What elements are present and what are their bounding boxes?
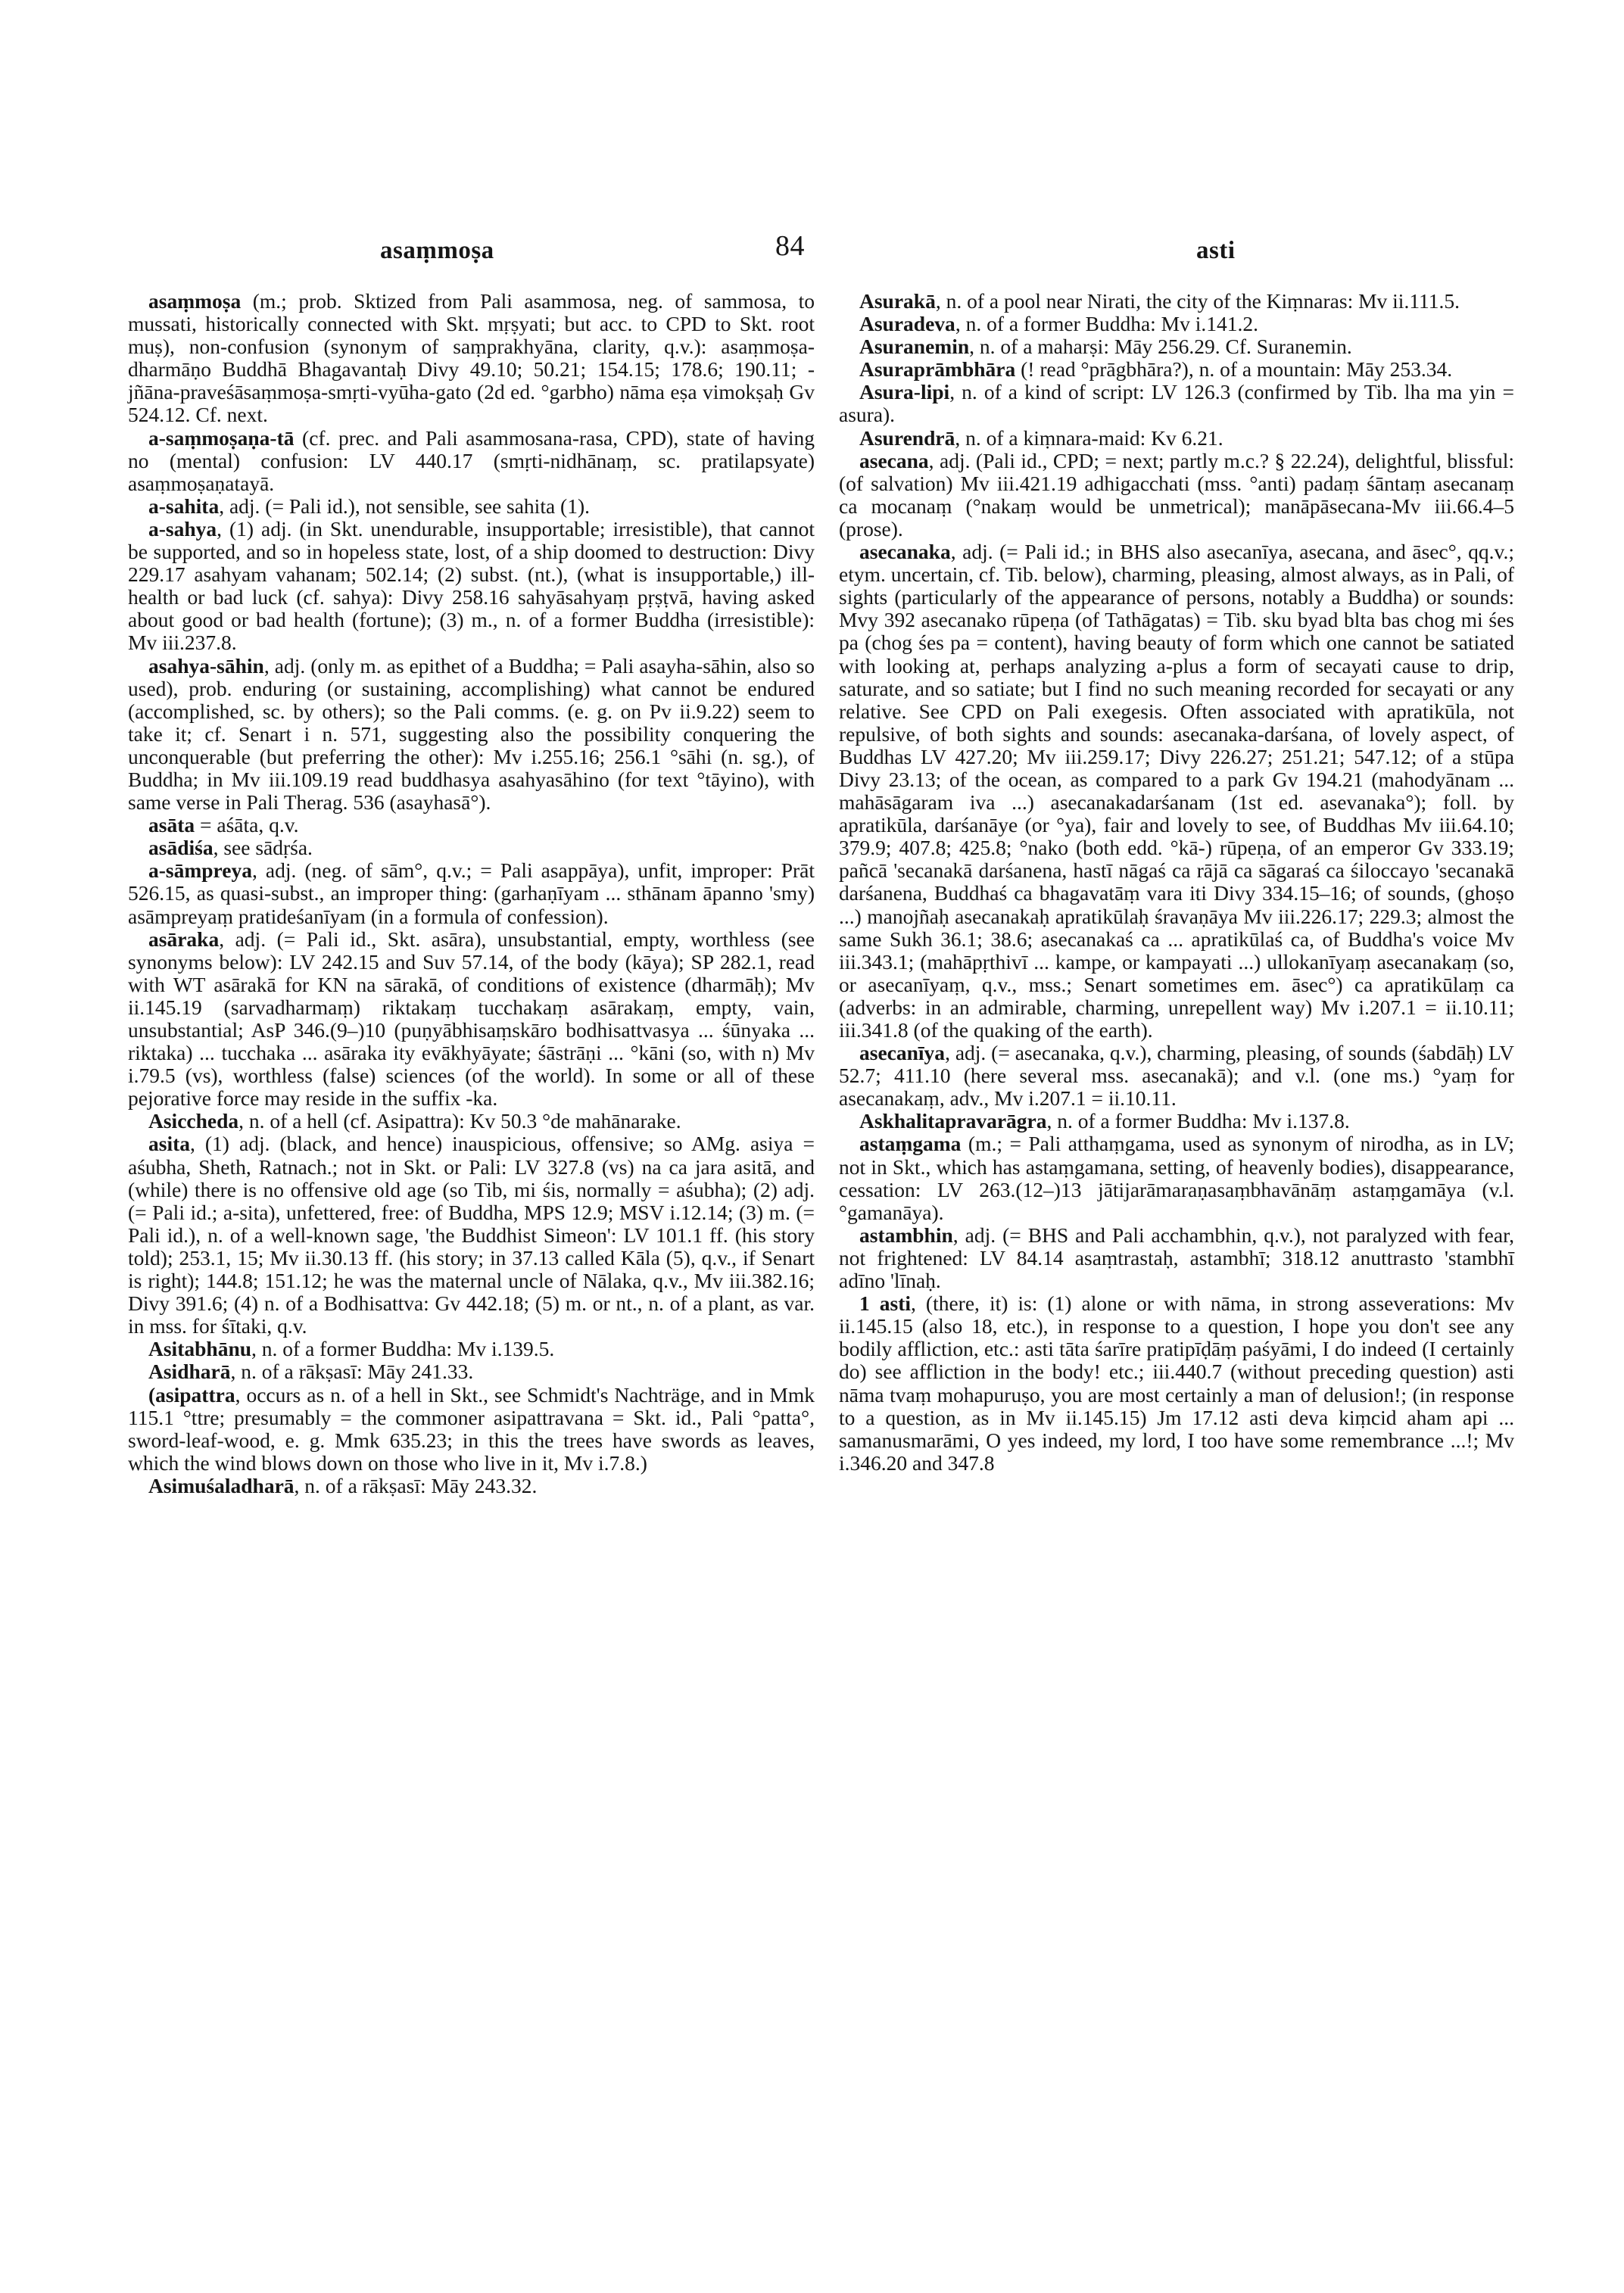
- dictionary-entry: [128, 1132, 815, 1338]
- dictionary-entry: [839, 1042, 1514, 1110]
- running-head-left: asaṃmoṣa: [380, 237, 494, 264]
- entry-headword: Asitabhānu: [148, 1337, 252, 1361]
- page-number: 84: [775, 230, 805, 262]
- entry-definition: , n. of a rākṣasī: Māy 243.32.: [294, 1473, 538, 1497]
- entry-definition: , adj. (Pali id., CPD; = next; partly m.c.? § 22.24), delightful, blissful: (of salvation) Mv iii.421.19 adhigacchati (mss. °anti) padaṃ śāntaṃ asecanaṃ ca mocanaṃ (°nakaṃ would be unmetrical); manāpāsecana-Mv iii.66.4–5 (prose).: [839, 448, 1514, 541]
- dictionary-entry: [839, 427, 1514, 450]
- entry-definition: (m.; = Pali atthaṃgama, used as synonym of nirodha, as in LV; not in Skt., which has astaṃgamana, setting, of heavenly bodies), disappearance, cessation: LV 263.(12–)13 jātijarāmaraṇasaṃbhavānāṃ astaṃgamāya (v.l. °gamanāya).: [839, 1132, 1514, 1224]
- entry-definition: , n. of a hell (cf. Asipattra): Kv 50.3 °de mahānarake.: [238, 1109, 681, 1133]
- entry-definition: , adj. (= Pali id.), not sensible, see sahita (1).: [219, 494, 590, 518]
- entry-headword: asecanaka: [859, 540, 951, 564]
- dictionary-entry: [839, 358, 1514, 381]
- running-head-right: asti: [1196, 237, 1236, 264]
- entry-definition: , adj. (= Pali id., Skt. asāra), unsubstantial, empty, worthless (see synonyms below): LV 242.15 and Suv 57.14, of the body (kāya); SP 282.1, read with WT asārakā for KN na sārakā, of conditions of existence (dharmāḥ); Mv ii.145.19 (sarvadharmaṃ) riktakaṃ tucchakaṃ asārakaṃ, empty, vain, unsubstantial; AsP 346.(9–)10 (puṇyābhisaṃskāro bodhisattvasya ... śūnyaka ... riktaka) ... tucchaka ... asāraka ity evākhyāyate; śāstrāṇi ... °kāni (so, with n) Mv i.79.5 (vs), worthless (false) sciences (of the world). In some or all of these pejorative force may reside in the suffix -ka.: [128, 927, 815, 1111]
- entry-definition: = aśāta, q.v.: [195, 813, 299, 837]
- dictionary-entry: [128, 1338, 815, 1360]
- dictionary-entry: [128, 495, 815, 518]
- entry-headword: asāta: [148, 813, 195, 837]
- entry-headword: astaṃgama: [859, 1132, 962, 1156]
- entry-headword: Asurakā: [859, 289, 936, 313]
- dictionary-entry: [839, 1110, 1514, 1132]
- entry-headword: Asura-lipi: [859, 380, 950, 404]
- entry-headword: (asipattra: [148, 1382, 235, 1407]
- entry-headword: a-sāmpreya: [148, 858, 252, 883]
- entry-definition: , adj. (= Pali id.; in BHS also asecanīya, asecana, and āsec°, qq.v.; etym. uncertain, cf. Tib. below), charming, pleasing, almost always, as in Pali, of sights (particularly of the appearance of persons, notably a Buddha) or sounds: Mvy 392 asecanako rūpeṇa (of Tathāgatas) = Tib. sku byad blta bas chog mi śes pa (chog śes pa = content), having beauty of form which one cannot be satiated with looking at, perhaps analyzing a-plus a form of secayati cause to drip, saturate, and so satiate; but I find no such meaning recorded for secayati or any relative. See CPD on Pali exegesis. Often associated with apratikūla, not repulsive, of both sights and sounds: asecanaka-darśana, of lovely aspect, of Buddhas LV 427.20; Mv iii.259.17; Divy 226.27; 251.21; 547.12; of a stūpa Divy 23.13; of the ocean, as compared to a park Gv 194.21 (mahodyānam ... mahāsāgaram iva ...) asecanakadarśanam (1st ed. asevanaka°); foll. by apratikūla, darśanāye (or °ya), fair and lovely to see, of Buddhas Mv iii.64.10; 379.9; 407.8; 425.8; °nako (both edd. °kā-) rūpeṇa, of an emperor Gv 333.19; pañcā 'secanakā darśanena, hastī nāgaś ca rājā ca sāgaraś ca śiloccayo 'secanakā darśanena, Buddhaś ca bhagavatāṃ vara iti Divy 334.15–16; of sounds, (ghoṣo ...) manojñaḥ asecanakaḥ apratikūlaḥ śravaṇāya Mv iii.226.17; 229.3; almost the same Sukh 36.1; 38.6; asecanakaś ca ... apratikūlaś ca, of Buddha's voice Mv iii.343.1; (mahāpṛthivī ... kampe, or kampayati ...) ullokanīyaṃ asecanakaṃ (so, or asecanīyaṃ, q.v., mss.; Senart sometimes em. āsec°) ca apratikūlaṃ ca (adverbs: in an admirable, charming, unrepellent way) Mv i.207.1 = ii.10.11; iii.341.8 (of the quaking of the earth).: [839, 540, 1514, 1042]
- entry-definition: , (1) adj. (black, and hence) inauspicious, offensive; so AMg. asiya = aśubha, Sheth, Ratnach.; not in Skt. or Pali: LV 327.8 (vs) na ca jara asitā, and (while) there is no offensive old age (so Tib, mi śis, normally = aśubha); (2) adj. (= Pali id.; a-sita), unfettered, free: of Buddha, MPS 12.9; MSV i.12.14; (3) m. (= Pali id.), n. of a well-known sage, 'the Buddhist Simeon': LV 101.1 ff. (his story told); 253.1, 15; Mv ii.30.13 ff. (his story; in 37.13 called Kāla (5), q.v., if Senart is right); 144.8; 151.12; he was the maternal uncle of Nālaka, q.v., Mv iii.382.16; Divy 391.6; (4) n. of a Bodhisattva: Gv 442.18; (5) m. or nt., n. of a plant, as var. in mss. for śītaki, q.v.: [128, 1132, 815, 1338]
- entry-headword: astambhin: [859, 1223, 953, 1247]
- left-column: [128, 290, 815, 1497]
- entry-headword: asita: [148, 1132, 190, 1156]
- entry-definition: , (there, it) is: (1) alone or with nāma, in strong asseverations: Mv ii.145.15 (also 18, etc.), in response to a question, I hope you don't see any bodily affliction, etc.: asti tāta śarīre pratipīḍāṃ paśyāmi, I do indeed (I certainly do) see affliction in the body! etc.; iii.440.7 (without preceding question) asti nāma tvaṃ mohapuruṣo, you are most certainly a man of delusion!; (in response to a question, as in Mv ii.145.15) Jm 17.12 asti deva kiṃcid aham api ... samanusmarāmi, O yes indeed, my lord, I too have some remembrance ...!; Mv i.346.20 and 347.8: [839, 1291, 1515, 1475]
- entry-definition: , see sādṛśa.: [213, 836, 313, 860]
- dictionary-entry: [839, 450, 1514, 541]
- entry-headword: asahya-sāhin: [148, 653, 264, 678]
- dictionary-entry: [128, 290, 815, 427]
- entry-headword: 1 asti: [859, 1291, 912, 1316]
- dictionary-entry: [128, 1384, 815, 1475]
- entry-headword: a-saṃmoṣaṇa-tā: [148, 425, 295, 450]
- dictionary-entry: [128, 427, 815, 495]
- entry-definition: (m.; prob. Sktized from Pali asammosa, neg. of sammosa, to mussati, historically connected with Skt. mṛṣyati; but acc. to CPD to Skt. root muṣ), non-confusion (synonym of saṃprakhyāna, clarity, q.v.): asaṃmoṣa-dharmāṇo Buddhā Bhagavantaḥ Divy 49.10; 50.21; 154.15; 178.6; 190.11; -jñāna-praveśāsaṃmoṣa-smṛti-vyūha-gato (2d ed. °garbho) nāma eṣa vimokṣaḥ Gv 524.12. Cf. next.: [128, 289, 815, 427]
- entry-headword: Asurendrā: [859, 425, 955, 450]
- entry-headword: asāraka: [148, 927, 220, 951]
- dictionary-entry: [839, 541, 1514, 1042]
- entry-headword: Asuradeva: [859, 312, 955, 336]
- entry-headword: a-sahita: [148, 494, 220, 518]
- dictionary-entry: [128, 928, 815, 1111]
- dictionary-entry: [128, 1110, 815, 1132]
- entry-definition: , adj. (= BHS and Pali acchambhin, q.v.), not paralyzed with fear, not frightened: LV 84.14 asaṃtrastaḥ, astambhī; 318.12 anuttrasto 'stambhī adīno 'līnaḥ.: [839, 1223, 1514, 1293]
- entry-definition: , n. of a rākṣasī: Māy 241.33.: [230, 1360, 474, 1384]
- entry-definition: , n. of a kind of script: LV 126.3 (confirmed by Tib. lha ma yin = asura).: [839, 380, 1514, 427]
- entry-definition: , n. of a kiṃnara-maid: Kv 6.21.: [955, 425, 1223, 450]
- entry-definition: , n. of a former Buddha: Mv i.137.8.: [1046, 1109, 1350, 1133]
- entry-headword: asaṃmoṣa: [148, 289, 242, 313]
- entry-headword: Asimuśaladharā: [148, 1473, 295, 1497]
- dictionary-entry: [839, 381, 1514, 426]
- entry-headword: Asidharā: [148, 1360, 231, 1384]
- entry-headword: asecana: [859, 448, 929, 472]
- entry-headword: Asuranemin: [859, 335, 970, 359]
- entry-definition: , adj. (= asecanaka, q.v.), charming, pleasing, of sounds (śabdāḥ) LV 52.7; 411.10 (here several mss. asecanakā); and v.l. (one ms.) °yaṃ for asecanakaṃ, adv., Mv i.207.1 = ii.10.11.: [839, 1041, 1515, 1111]
- entry-definition: (! read °prāgbhāra?), n. of a mountain: Māy 253.34.: [1015, 357, 1453, 382]
- dictionary-entry: [128, 1360, 815, 1383]
- dictionary-entry: [128, 859, 815, 927]
- entry-definition: , adj. (neg. of sām°, q.v.; = Pali asappāya), unfit, improper: Prāt 526.15, as quasi-subst., an improper thing: (garhaṇīyam ... sthānam āpanno 'smy) asāmpreyaṃ pratideśanīyam (in a formula of confession).: [128, 858, 815, 928]
- dictionary-entry: [128, 814, 815, 837]
- entry-definition: , n. of a former Buddha: Mv i.141.2.: [955, 312, 1259, 336]
- right-column: [839, 290, 1514, 1475]
- entry-headword: Askhalitapravarāgra: [859, 1109, 1047, 1133]
- entry-definition: (cf. prec. and Pali asammosana-rasa, CPD), state of having no (mental) confusion: LV 440.17 (smṛti-nidhānaṃ, sc. pratilapsyate) asaṃmoṣaṇatayā.: [128, 425, 815, 495]
- entry-headword: asādiśa: [148, 836, 214, 860]
- dictionary-entry: [128, 518, 815, 655]
- entry-definition: , adj. (only m. as epithet of a Buddha; = Pali asayha-sāhin, also so used), prob. enduring (or sustaining, accomplishing) what cannot be endured (accomplished, sc. by others); so the Pali comms. (e. g. on Pv ii.9.22) seem to take it; cf. Senart i n. 571, suggesting also the possibility conquering the unconquerable (but preferring the other): Mv i.255.16; 256.1 °sāhi (n. sg.), of Buddha; in Mv iii.109.19 read buddhasya asahyasāhino (for text °tāyino), with same verse in Pali Therag. 536 (asayhasā°).: [128, 653, 815, 815]
- dictionary-entry: [839, 313, 1514, 335]
- entry-definition: , n. of a maharṣi: Māy 256.29. Cf. Suranemin.: [969, 335, 1352, 359]
- entry-headword: Asiccheda: [148, 1109, 239, 1133]
- entry-definition: , occurs as n. of a hell in Skt., see Schmidt's Nachträge, and in Mmk 115.1 °ttre; presumably = the commoner asipattravana = Skt. id., Pali °patta°, sword-leaf-wood, e. g. Mmk 635.23; in this the trees have swords as leaves, which the wind blows down on those who live in it, Mv i.7.8.): [128, 1382, 815, 1475]
- dictionary-entry: [839, 1132, 1514, 1223]
- dictionary-entry: [128, 1475, 815, 1497]
- dictionary-entry: [128, 655, 815, 815]
- entry-definition: , n. of a former Buddha: Mv i.139.5.: [251, 1337, 555, 1361]
- dictionary-entry: [128, 837, 815, 859]
- entry-headword: a-sahya: [148, 516, 217, 541]
- entry-headword: asecanīya: [859, 1041, 946, 1065]
- dictionary-entry: [839, 1292, 1514, 1475]
- entry-definition: , (1) adj. (in Skt. unendurable, insupportable; irresistible), that cannot be supported, and so in hopeless state, lost, of a ship doomed to destruction: Divy 229.17 asahyam vahanam; 502.14; (2) subst. (nt.), (what is insupportable,) ill-health or bad luck (cf. sahya): Divy 258.16 sahyāsahyaṃ pṛṣṭvā, having asked about good or bad health (fortune); (3) m., n. of a former Buddha (irresistible): Mv iii.237.8.: [128, 516, 815, 655]
- dictionary-entry: [839, 1224, 1514, 1292]
- dictionary-entry: [839, 290, 1514, 313]
- entry-headword: Asuraprāmbhāra: [859, 357, 1016, 382]
- dictionary-entry: [839, 335, 1514, 358]
- entry-definition: , n. of a pool near Nirati, the city of the Kiṃnaras: Mv ii.111.5.: [935, 289, 1460, 313]
